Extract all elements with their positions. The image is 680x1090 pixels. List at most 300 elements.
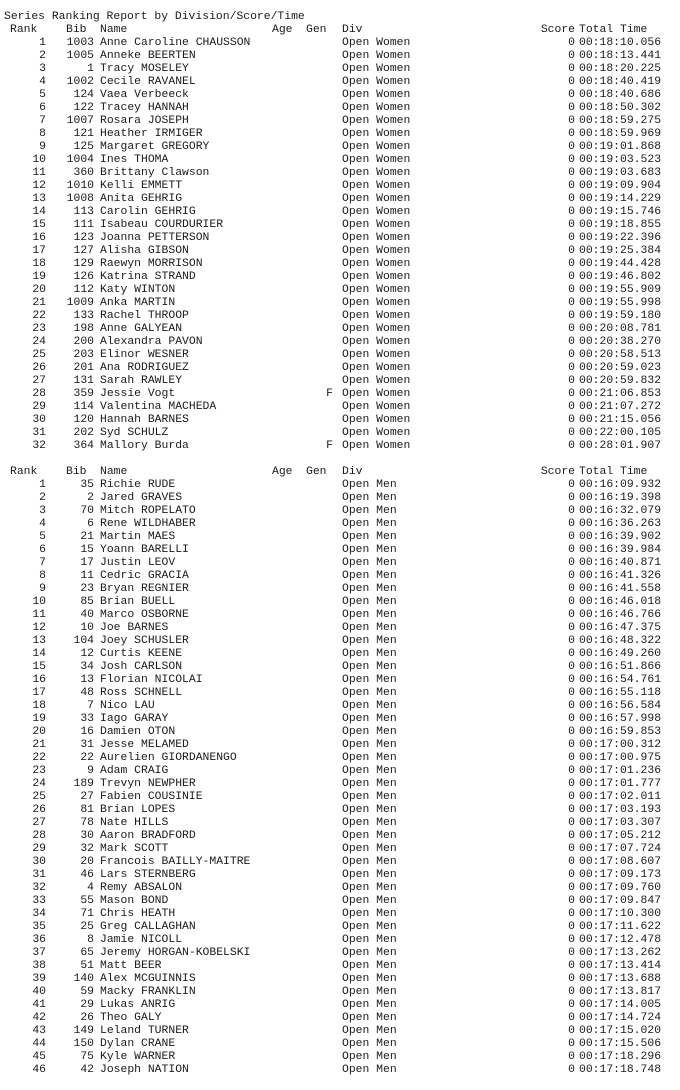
total-time-cell: 00:16:57.998 [579, 713, 662, 725]
div-cell: Open Men [342, 687, 397, 699]
table-row [4, 310, 680, 323]
bib-cell: 140 [73, 973, 94, 985]
div-cell: Open Women [342, 193, 411, 205]
rank-cell: 3 [39, 505, 46, 517]
bib-cell: 31 [80, 739, 94, 751]
name-cell: Valentina MACHEDA [100, 401, 217, 413]
div-cell: Open Women [342, 414, 411, 426]
total-time-cell: 00:21:15.056 [579, 414, 662, 426]
score-cell: 0 [568, 778, 575, 790]
score-cell: 0 [568, 1051, 575, 1063]
score-cell: 0 [568, 154, 575, 166]
bib-cell: 129 [73, 258, 94, 270]
table-row [4, 505, 680, 518]
bib-cell: 120 [73, 414, 94, 426]
name-cell: Elinor WESNER [100, 349, 189, 361]
table-row [4, 89, 680, 102]
total-time-cell: 00:16:51.866 [579, 661, 662, 673]
name-cell: Fabien COUSINIE [100, 791, 203, 803]
score-cell: 0 [568, 713, 575, 725]
bib-cell: 70 [80, 505, 94, 517]
table-row [4, 271, 680, 284]
table-row [4, 531, 680, 544]
table-row [4, 479, 680, 492]
table-row [4, 1064, 680, 1077]
table-row [4, 570, 680, 583]
table-row [4, 622, 680, 635]
column-header-div: Div [342, 466, 363, 478]
name-cell: Trevyn NEWPHER [100, 778, 196, 790]
score-cell: 0 [568, 388, 575, 400]
bib-cell: 1002 [66, 76, 94, 88]
div-cell: Open Men [342, 986, 397, 998]
div-cell: Open Women [342, 375, 411, 387]
name-cell: Mason BOND [100, 895, 169, 907]
total-time-cell: 00:17:08.607 [579, 856, 662, 868]
bib-cell: 40 [80, 609, 94, 621]
bib-cell: 7 [87, 700, 94, 712]
table-row [4, 648, 680, 661]
total-time-cell: 00:18:59.275 [579, 115, 662, 127]
div-cell: Open Men [342, 1025, 397, 1037]
total-time-cell: 00:17:18.296 [579, 1051, 662, 1063]
table-row [4, 245, 680, 258]
bib-cell: 75 [80, 1051, 94, 1063]
bib-cell: 10 [80, 622, 94, 634]
score-cell: 0 [568, 180, 575, 192]
table-row [4, 869, 680, 882]
name-cell: Lars STERNBERG [100, 869, 196, 881]
score-cell: 0 [568, 596, 575, 608]
bib-cell: 9 [87, 765, 94, 777]
gen-cell: F [326, 388, 333, 400]
total-time-cell: 00:16:32.079 [579, 505, 662, 517]
division-section [4, 24, 680, 453]
score-cell: 0 [568, 479, 575, 491]
div-cell: Open Men [342, 661, 397, 673]
score-cell: 0 [568, 531, 575, 543]
rank-cell: 21 [32, 739, 46, 751]
column-header-row [4, 24, 680, 37]
div-cell: Open Men [342, 830, 397, 842]
rank-cell: 3 [39, 63, 46, 75]
total-time-cell: 00:16:40.871 [579, 557, 662, 569]
rank-cell: 17 [32, 687, 46, 699]
bib-cell: 125 [73, 141, 94, 153]
rank-cell: 14 [32, 648, 46, 660]
bib-cell: 29 [80, 999, 94, 1011]
table-row [4, 973, 680, 986]
table-row [4, 583, 680, 596]
bib-cell: 126 [73, 271, 94, 283]
column-header-gen: Gen [306, 24, 327, 36]
table-row [4, 297, 680, 310]
div-cell: Open Men [342, 765, 397, 777]
total-time-cell: 00:16:39.984 [579, 544, 662, 556]
rank-cell: 32 [32, 440, 46, 452]
name-cell: Matt BEER [100, 960, 162, 972]
score-cell: 0 [568, 193, 575, 205]
total-time-cell: 00:17:12.478 [579, 934, 662, 946]
rank-cell: 44 [32, 1038, 46, 1050]
div-cell: Open Women [342, 271, 411, 283]
score-cell: 0 [568, 297, 575, 309]
name-cell: Adam CRAIG [100, 765, 169, 777]
div-cell: Open Men [342, 531, 397, 543]
div-cell: Open Women [342, 167, 411, 179]
table-row [4, 700, 680, 713]
div-cell: Open Women [342, 388, 411, 400]
bib-cell: 26 [80, 1012, 94, 1024]
rank-cell: 26 [32, 362, 46, 374]
div-cell: Open Women [342, 102, 411, 114]
bib-cell: 23 [80, 583, 94, 595]
rank-cell: 27 [32, 375, 46, 387]
rank-cell: 18 [32, 700, 46, 712]
bib-cell: 35 [80, 479, 94, 491]
rank-cell: 25 [32, 791, 46, 803]
name-cell: Brian LOPES [100, 804, 176, 816]
total-time-cell: 00:19:44.428 [579, 258, 662, 270]
bib-cell: 364 [73, 440, 94, 452]
rank-cell: 11 [32, 609, 46, 621]
name-cell: Rachel THROOP [100, 310, 189, 322]
bib-cell: 149 [73, 1025, 94, 1037]
table-row [4, 895, 680, 908]
table-row [4, 986, 680, 999]
column-header-score: Score [540, 24, 575, 36]
score-cell: 0 [568, 128, 575, 140]
div-cell: Open Men [342, 726, 397, 738]
bib-cell: 51 [80, 960, 94, 972]
name-cell: Jared GRAVES [100, 492, 183, 504]
bib-cell: 127 [73, 245, 94, 257]
name-cell: Jessie Vogt [100, 388, 176, 400]
table-row [4, 713, 680, 726]
rank-cell: 46 [32, 1064, 46, 1076]
table-row [4, 791, 680, 804]
name-cell: Brittany Clawson [100, 167, 210, 179]
rank-cell: 11 [32, 167, 46, 179]
div-cell: Open Women [342, 219, 411, 231]
name-cell: Raewyn MORRISON [100, 258, 203, 270]
name-cell: Alisha GIBSON [100, 245, 189, 257]
score-cell: 0 [568, 817, 575, 829]
name-cell: Mitch ROPELATO [100, 505, 196, 517]
total-time-cell: 00:17:13.817 [579, 986, 662, 998]
bib-cell: 22 [80, 752, 94, 764]
name-cell: Kyle WARNER [100, 1051, 176, 1063]
score-cell: 0 [568, 960, 575, 972]
report-title-line [4, 11, 680, 24]
column-header-row [4, 466, 680, 479]
total-time-cell: 00:17:03.307 [579, 817, 662, 829]
name-cell: Jeremy HORGAN-KOBELSKI [100, 947, 251, 959]
div-cell: Open Men [342, 869, 397, 881]
rank-cell: 17 [32, 245, 46, 257]
rank-cell: 16 [32, 232, 46, 244]
bib-cell: 30 [80, 830, 94, 842]
bib-cell: 1010 [66, 180, 94, 192]
name-cell: Aaron BRADFORD [100, 830, 196, 842]
bib-cell: 114 [73, 401, 94, 413]
total-time-cell: 00:16:19.398 [579, 492, 662, 504]
rank-cell: 12 [32, 180, 46, 192]
bib-cell: 27 [80, 791, 94, 803]
table-row [4, 1051, 680, 1064]
score-cell: 0 [568, 1064, 575, 1076]
name-cell: Vaea Verbeeck [100, 89, 189, 101]
total-time-cell: 00:16:49.260 [579, 648, 662, 660]
div-cell: Open Men [342, 583, 397, 595]
rank-cell: 37 [32, 947, 46, 959]
name-cell: Jesse MELAMED [100, 739, 189, 751]
rank-cell: 4 [39, 76, 46, 88]
rank-cell: 32 [32, 882, 46, 894]
score-cell: 0 [568, 726, 575, 738]
column-header-total-time: Total Time [579, 24, 648, 36]
total-time-cell: 00:17:01.236 [579, 765, 662, 777]
bib-cell: 46 [80, 869, 94, 881]
score-cell: 0 [568, 843, 575, 855]
div-cell: Open Women [342, 63, 411, 75]
bib-cell: 81 [80, 804, 94, 816]
table-row [4, 661, 680, 674]
score-cell: 0 [568, 661, 575, 673]
total-time-cell: 00:19:15.746 [579, 206, 662, 218]
table-row [4, 843, 680, 856]
div-cell: Open Men [342, 1051, 397, 1063]
gen-cell: F [326, 440, 333, 452]
div-cell: Open Women [342, 37, 411, 49]
score-cell: 0 [568, 375, 575, 387]
rank-cell: 19 [32, 271, 46, 283]
name-cell: Anne GALYEAN [100, 323, 183, 335]
rank-cell: 7 [39, 115, 46, 127]
rank-cell: 25 [32, 349, 46, 361]
rank-cell: 30 [32, 414, 46, 426]
total-time-cell: 00:20:58.513 [579, 349, 662, 361]
score-cell: 0 [568, 986, 575, 998]
report-sections [4, 24, 680, 1077]
bib-cell: 1005 [66, 50, 94, 62]
total-time-cell: 00:16:41.326 [579, 570, 662, 582]
rank-cell: 16 [32, 674, 46, 686]
bib-cell: 113 [73, 206, 94, 218]
div-cell: Open Women [342, 258, 411, 270]
bib-cell: 2 [87, 492, 94, 504]
bib-cell: 198 [73, 323, 94, 335]
score-cell: 0 [568, 934, 575, 946]
name-cell: Mark SCOTT [100, 843, 169, 855]
total-time-cell: 00:19:18.855 [579, 219, 662, 231]
div-cell: Open Men [342, 882, 397, 894]
rank-cell: 24 [32, 336, 46, 348]
bib-cell: 1009 [66, 297, 94, 309]
total-time-cell: 00:20:38.270 [579, 336, 662, 348]
rank-cell: 5 [39, 531, 46, 543]
name-cell: Chris HEATH [100, 908, 176, 920]
table-row [4, 76, 680, 89]
rank-cell: 31 [32, 427, 46, 439]
div-cell: Open Women [342, 154, 411, 166]
name-cell: Iago GARAY [100, 713, 169, 725]
score-cell: 0 [568, 544, 575, 556]
column-header-bib: Bib [66, 466, 87, 478]
div-cell: Open Women [342, 76, 411, 88]
bib-cell: 11 [80, 570, 94, 582]
bib-cell: 200 [73, 336, 94, 348]
rank-cell: 40 [32, 986, 46, 998]
score-cell: 0 [568, 414, 575, 426]
div-cell: Open Women [342, 297, 411, 309]
name-cell: Rene WILDHABER [100, 518, 196, 530]
table-row [4, 440, 680, 453]
total-time-cell: 00:17:14.005 [579, 999, 662, 1011]
table-row [4, 492, 680, 505]
bib-cell: 78 [80, 817, 94, 829]
table-row [4, 882, 680, 895]
rank-cell: 10 [32, 154, 46, 166]
name-cell: Katrina STRAND [100, 271, 196, 283]
rank-cell: 9 [39, 583, 46, 595]
table-row [4, 921, 680, 934]
table-row [4, 518, 680, 531]
score-cell: 0 [568, 206, 575, 218]
div-cell: Open Men [342, 921, 397, 933]
div-cell: Open Men [342, 518, 397, 530]
div-cell: Open Men [342, 713, 397, 725]
rank-cell: 30 [32, 856, 46, 868]
table-row [4, 687, 680, 700]
div-cell: Open Women [342, 141, 411, 153]
div-cell: Open Men [342, 947, 397, 959]
total-time-cell: 00:17:05.212 [579, 830, 662, 842]
div-cell: Open Women [342, 50, 411, 62]
bib-cell: 359 [73, 388, 94, 400]
score-cell: 0 [568, 284, 575, 296]
name-cell: Theo GALY [100, 1012, 162, 1024]
name-cell: Dylan CRANE [100, 1038, 176, 1050]
table-row [4, 414, 680, 427]
total-time-cell: 00:16:41.558 [579, 583, 662, 595]
bib-cell: 85 [80, 596, 94, 608]
column-header-div: Div [342, 24, 363, 36]
name-cell: Josh CARLSON [100, 661, 183, 673]
name-cell: Ross SCHNELL [100, 687, 183, 699]
total-time-cell: 00:17:15.020 [579, 1025, 662, 1037]
div-cell: Open Men [342, 843, 397, 855]
column-header-total-time: Total Time [579, 466, 648, 478]
total-time-cell: 00:17:09.847 [579, 895, 662, 907]
name-cell: Jamie NICOLL [100, 934, 183, 946]
div-cell: Open Women [342, 284, 411, 296]
rank-cell: 35 [32, 921, 46, 933]
div-cell: Open Men [342, 973, 397, 985]
name-cell: Cedric GRACIA [100, 570, 189, 582]
report-title: Series Ranking Report by Division/Score/Time [4, 11, 305, 23]
rank-cell: 45 [32, 1051, 46, 1063]
bib-cell: 1003 [66, 37, 94, 49]
name-cell: Anita GEHRIG [100, 193, 183, 205]
div-cell: Open Men [342, 596, 397, 608]
bib-cell: 203 [73, 349, 94, 361]
name-cell: Anka MARTIN [100, 297, 176, 309]
table-row [4, 232, 680, 245]
table-row [4, 206, 680, 219]
div-cell: Open Women [342, 115, 411, 127]
bib-cell: 13 [80, 674, 94, 686]
div-cell: Open Men [342, 908, 397, 920]
score-cell: 0 [568, 258, 575, 270]
table-row [4, 752, 680, 765]
score-cell: 0 [568, 1025, 575, 1037]
total-time-cell: 00:18:40.686 [579, 89, 662, 101]
table-row [4, 856, 680, 869]
table-row [4, 765, 680, 778]
score-cell: 0 [568, 570, 575, 582]
score-cell: 0 [568, 115, 575, 127]
table-row [4, 557, 680, 570]
div-cell: Open Men [342, 609, 397, 621]
rank-cell: 20 [32, 284, 46, 296]
div-cell: Open Men [342, 700, 397, 712]
score-cell: 0 [568, 830, 575, 842]
rank-cell: 9 [39, 141, 46, 153]
name-cell: Florian NICOLAI [100, 674, 203, 686]
div-cell: Open Women [342, 206, 411, 218]
bib-cell: 133 [73, 310, 94, 322]
div-cell: Open Women [342, 323, 411, 335]
rank-cell: 15 [32, 219, 46, 231]
name-cell: Remy ABSALON [100, 882, 183, 894]
rank-cell: 29 [32, 843, 46, 855]
score-cell: 0 [568, 349, 575, 361]
rank-cell: 22 [32, 752, 46, 764]
table-row [4, 388, 680, 401]
total-time-cell: 00:16:59.853 [579, 726, 662, 738]
bib-cell: 1 [87, 63, 94, 75]
table-row [4, 193, 680, 206]
bib-cell: 124 [73, 89, 94, 101]
column-header-gen: Gen [306, 466, 327, 478]
table-row [4, 323, 680, 336]
div-cell: Open Men [342, 1064, 397, 1076]
bib-cell: 33 [80, 713, 94, 725]
bib-cell: 16 [80, 726, 94, 738]
rank-cell: 23 [32, 765, 46, 777]
rank-cell: 34 [32, 908, 46, 920]
score-cell: 0 [568, 947, 575, 959]
total-time-cell: 00:17:00.975 [579, 752, 662, 764]
div-cell: Open Men [342, 739, 397, 751]
div-cell: Open Men [342, 999, 397, 1011]
bib-cell: 201 [73, 362, 94, 374]
table-row [4, 37, 680, 50]
total-time-cell: 00:16:54.761 [579, 674, 662, 686]
column-header-bib: Bib [66, 24, 87, 36]
table-row [4, 401, 680, 414]
score-cell: 0 [568, 765, 575, 777]
rank-cell: 36 [32, 934, 46, 946]
score-cell: 0 [568, 739, 575, 751]
name-cell: Aurelien GIORDANENGO [100, 752, 237, 764]
score-cell: 0 [568, 1038, 575, 1050]
bib-cell: 55 [80, 895, 94, 907]
bib-cell: 122 [73, 102, 94, 114]
bib-cell: 189 [73, 778, 94, 790]
bib-cell: 34 [80, 661, 94, 673]
